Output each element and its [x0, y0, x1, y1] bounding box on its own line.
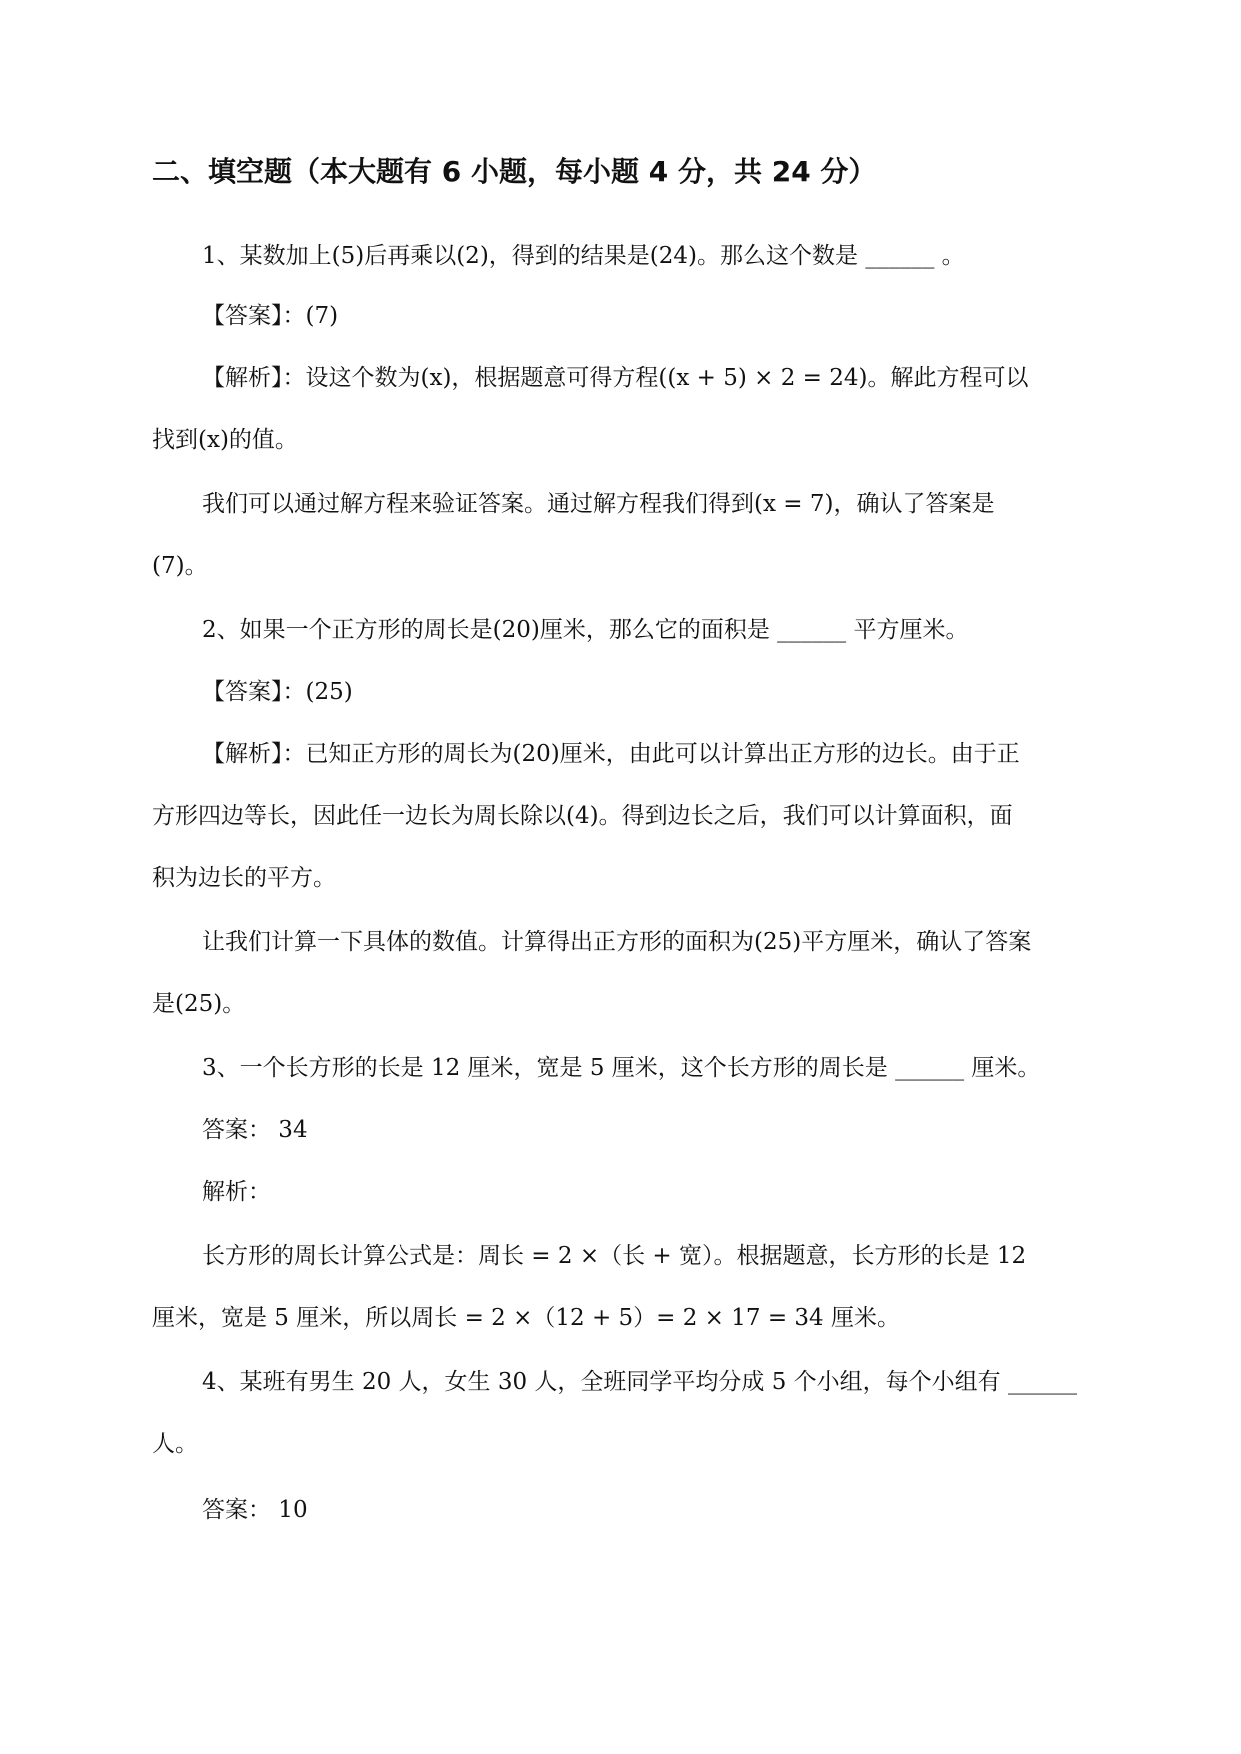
q1-analysis-line-1: 【解析】：设这个数为(x)，根据题意可得方程((x + 5) × 2 = 24)。解此方程可以	[202, 365, 1029, 391]
q3-analysis-label: 解析：	[202, 1179, 271, 1205]
q2-analysis-line-2: 方形四边等长，因此任一边长为周长除以(4)。得到边长之后，我们可以计算面积，面	[152, 803, 1013, 829]
q4-answer: 答案： 10	[202, 1497, 308, 1523]
q4-question-line-2: 人。	[152, 1431, 198, 1457]
q3-answer: 答案： 34	[202, 1117, 308, 1143]
q1-analysis-line-2: 找到(x)的值。	[152, 427, 298, 453]
section-title: 二、填空题（本大题有 6 小题，每小题 4 分，共 24 分）	[152, 155, 877, 188]
q3-analysis-line-2: 厘米，宽是 5 厘米，所以周长 = 2 ×（12 + 5）= 2 × 17 = 34 厘米。	[152, 1305, 901, 1331]
q2-verify-line-1: 让我们计算一下具体的数值。计算得出正方形的面积为(25)平方厘米，确认了答案	[202, 929, 1032, 955]
q1-question: 1、某数加上(5)后再乘以(2)，得到的结果是(24)。那么这个数是 ______ 。	[202, 243, 965, 269]
q3-analysis-line-1: 长方形的周长计算公式是：周长 = 2 ×（长 + 宽）。根据题意，长方形的长是 12	[202, 1243, 1027, 1269]
q1-answer: 【答案】：(7)	[202, 303, 339, 329]
q2-analysis-line-3: 积为边长的平方。	[152, 865, 336, 891]
q4-question-line-1: 4、某班有男生 20 人，女生 30 人，全班同学平均分成 5 个小组，每个小组有 ______	[202, 1369, 1077, 1395]
q3-question: 3、一个长方形的长是 12 厘米，宽是 5 厘米，这个长方形的周长是 ______ 厘米。	[202, 1055, 1041, 1081]
q2-question: 2、如果一个正方形的周长是(20)厘米，那么它的面积是 ______ 平方厘米。	[202, 617, 969, 643]
q1-verify-line-1: 我们可以通过解方程来验证答案。通过解方程我们得到(x = 7)，确认了答案是	[202, 491, 995, 517]
q2-analysis-line-1: 【解析】：已知正方形的周长为(20)厘米，由此可以计算出正方形的边长。由于正	[202, 741, 1020, 767]
q2-answer: 【答案】：(25)	[202, 679, 353, 705]
q2-verify-line-2: 是(25)。	[152, 991, 246, 1017]
q1-verify-line-2: (7)。	[152, 553, 208, 579]
